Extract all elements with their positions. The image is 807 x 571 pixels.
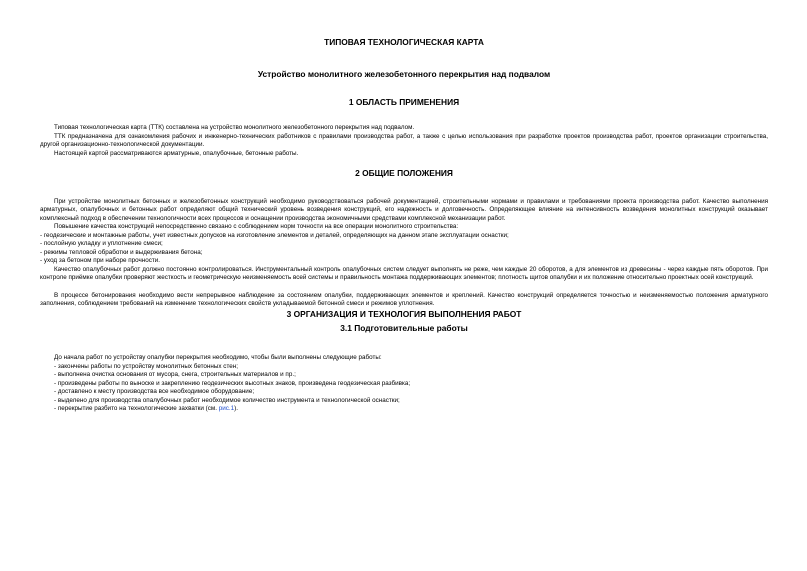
section-3-heading: 3 ОРГАНИЗАЦИЯ И ТЕХНОЛОГИЯ ВЫПОЛНЕНИЯ РАБОТ xyxy=(286,309,522,319)
list-item-text: ). xyxy=(234,405,238,412)
section-2-list-item: - уход за бетоном при наборе прочности. xyxy=(40,257,161,264)
list-item-text: - перекрытие разбито на технологические захватки (см. xyxy=(54,405,219,412)
section-3-list-item: - выделено для производства опалубочных работ необходимое количество инструмента и технологической оснастки; xyxy=(54,397,400,404)
section-1-paragraph-2: ТТК предназначена для ознакомления рабочих и инженерно-технических работников с правилами производства работ, а также с целью использования при разработке проектов производства работ, проектов организации строительства, другой организационно-технологической документации. xyxy=(40,133,768,149)
section-3-list-item: - выполнена очистка основания от мусора, снега, строительных материалов и пр.; xyxy=(54,371,296,378)
section-3-list-item-last xyxy=(54,405,768,413)
section-3-list-item: - доставлено к месту производства все необходимое оборудование; xyxy=(54,388,255,395)
section-3-list-item: - произведены работы по выноске и закреплению геодезических высотных знаков, произведена геодезическая разбивка; xyxy=(54,380,411,387)
section-3-1-heading: 3.1 Подготовительные работы xyxy=(340,323,468,333)
section-2-paragraph-1: При устройстве монолитных бетонных и железобетонных конструкций необходимо руководствоваться рабочей документацией, строительными нормами и правилами и требованиями проекта производства работ. Качество выполнения арматурных, опалубочных и бетонных работ определяют общий технический уровень возведения конструкций, его надежность и долговечность. Определяющее влияние на интенсивность возведения монолитных конструкций оказывает комплексный подход в обеспечении технологичности всех процессов и оснащении производства экономичными средствами комплексной механизации работ. xyxy=(40,198,768,222)
section-2-paragraph-2: Повышение качества конструкций непосредственно связано с соблюдением норм точности на все операции монолитного строительства: xyxy=(54,223,459,230)
document-title: ТИПОВАЯ ТЕХНОЛОГИЧЕСКАЯ КАРТА xyxy=(324,37,484,47)
figure-1-link[interactable]: рис.1 xyxy=(218,405,235,412)
section-2-paragraph-4: В процессе бетонирования необходимо вести непрерывное наблюдение за состоянием опалубки, поддерживающих элементов и креплений. Качество конструкций определяется точностью и неизменяемостью положения арматурного заполнения, соблюдением требований на изменение технологических свойств укладываемой бетонной смеси и режимов уплотнения. xyxy=(40,292,768,308)
section-2-list-item: - геодезические и монтажные работы, учет известных допусков на изготовление элементов и деталей, определяющих на данном этапе эксплуатации оснастки; xyxy=(40,232,509,239)
section-3-intro: До начала работ по устройству опалубки перекрытия необходимо, чтобы были выполнены следующие работы: xyxy=(54,354,382,361)
section-2-heading: 2 ОБЩИЕ ПОЛОЖЕНИЯ xyxy=(355,168,453,178)
section-2-paragraph-3: Качество опалубочных работ должно постоянно контролироваться. Инструментальный контроль опалубочных систем следует выполнять не реже, чем каждые 20 оборотов, а для элементов из древесины - через каждые пять оборотов. При контроле приёмке опалубки проверяют жесткость и геометрическую неизменяемость всей системы и правильность монтажа поддерживающих элементов; плотность щитов опалубки и их положение относительно проектных осей конструкций. xyxy=(40,266,768,282)
section-3-list-item: - закончены работы по устройству монолитных бетонных стен; xyxy=(54,363,239,370)
section-2-list-item: - послойную укладку и уплотнение смеси; xyxy=(40,240,163,247)
document-page xyxy=(40,0,768,571)
section-1-paragraph-1: Типовая технологическая карта (ТТК) составлена на устройство монолитного железобетонного перекрытия над подвалом. xyxy=(54,124,415,131)
section-1-heading: 1 ОБЛАСТЬ ПРИМЕНЕНИЯ xyxy=(348,97,460,107)
section-2-list-item: - режимы тепловой обработки и выдерживания бетона; xyxy=(40,249,203,256)
document-subtitle: Устройство монолитного железобетонного перекрытия над подвалом xyxy=(257,69,551,79)
section-1-paragraph-3: Настоящей картой рассматриваются арматурные, опалубочные, бетонные работы. xyxy=(54,150,299,157)
